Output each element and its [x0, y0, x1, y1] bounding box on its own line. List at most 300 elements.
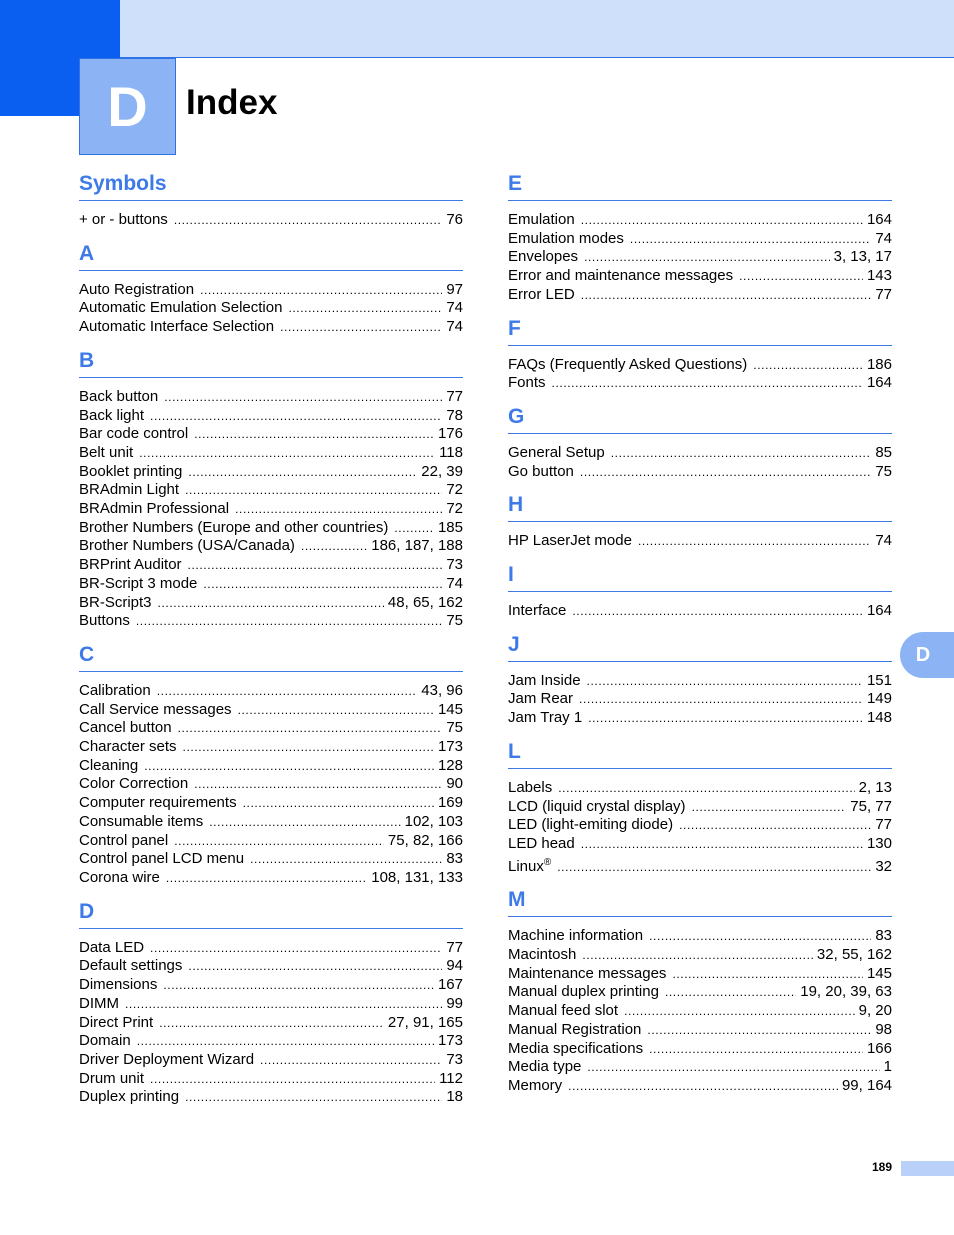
entry-pages[interactable]: 77	[875, 285, 892, 303]
dot-leader	[185, 1088, 442, 1107]
entry-term	[79, 463, 182, 482]
entry-pages[interactable]: 102, 103	[404, 812, 463, 830]
entry-pages[interactable]: 145	[866, 964, 892, 982]
entry-pages[interactable]: 75	[446, 719, 463, 737]
entry-term	[508, 267, 733, 286]
dot-leader	[178, 719, 443, 738]
index-entry[interactable]	[79, 1051, 463, 1070]
index-entry[interactable]	[508, 690, 892, 709]
entry-pages[interactable]: 167	[437, 976, 463, 994]
index-entry[interactable]	[79, 407, 463, 426]
index-entry[interactable]	[508, 779, 892, 798]
entry-term	[79, 211, 168, 230]
dot-leader	[672, 965, 863, 984]
index-entry[interactable]	[508, 983, 892, 1002]
entry-pages[interactable]: 77	[446, 938, 463, 956]
dot-leader	[630, 230, 871, 249]
dot-leader	[638, 532, 871, 551]
entry-term-text: BRAdmin Light	[79, 481, 180, 499]
dot-leader	[203, 575, 442, 594]
index-entry[interactable]	[79, 957, 463, 976]
entry-term	[79, 1051, 254, 1070]
index-entry[interactable]	[79, 556, 463, 575]
dot-leader	[649, 927, 871, 946]
entry-pages[interactable]: 85	[875, 443, 892, 461]
entry-term-text: Manual Registration	[508, 1020, 642, 1038]
index-entry[interactable]	[79, 318, 463, 337]
entry-list	[508, 779, 892, 877]
index-entry[interactable]	[79, 813, 463, 832]
entry-term	[508, 1058, 581, 1077]
entry-pages[interactable]: 74	[446, 318, 463, 336]
entry-pages[interactable]: 78	[446, 406, 463, 424]
entry-pages[interactable]: 2, 13	[858, 778, 892, 796]
entry-list	[508, 356, 892, 393]
entry-pages[interactable]: 149	[866, 690, 892, 708]
entry-term	[79, 701, 232, 720]
dot-leader	[194, 775, 442, 794]
dot-leader	[581, 286, 872, 305]
entry-list	[79, 388, 463, 631]
entry-pages[interactable]: 74	[875, 532, 892, 550]
index-entry[interactable]	[79, 757, 463, 776]
entry-term	[79, 318, 274, 337]
entry-pages[interactable]: 169	[437, 794, 463, 812]
index-entry[interactable]	[508, 1002, 892, 1021]
entry-list	[508, 672, 892, 728]
index-entry[interactable]	[508, 374, 892, 393]
dot-leader	[183, 738, 434, 757]
entry-term	[508, 983, 659, 1002]
entry-term	[508, 463, 574, 482]
entry-term	[508, 1077, 562, 1096]
entry-pages[interactable]: 32	[875, 857, 892, 875]
index-entry[interactable]	[79, 939, 463, 958]
dot-leader	[174, 211, 443, 230]
entry-pages[interactable]: 112	[439, 1069, 463, 1087]
entry-pages[interactable]: 99, 164	[841, 1076, 892, 1094]
index-entry[interactable]	[79, 299, 463, 318]
index-entry[interactable]	[79, 1032, 463, 1051]
entry-term	[79, 1070, 144, 1089]
entry-term-text: Calibration	[79, 681, 151, 699]
entry-pages[interactable]: 48, 65, 162	[387, 593, 463, 611]
index-entry[interactable]	[79, 976, 463, 995]
entry-term-text: Brother Numbers (USA/Canada)	[79, 537, 295, 555]
entry-pages[interactable]: 75, 82, 166	[387, 831, 463, 849]
entry-term-text: DIMM	[79, 994, 119, 1012]
entry-term-text: Manual feed slot	[508, 1002, 619, 1020]
entry-pages[interactable]: 98	[875, 1020, 892, 1038]
entry-term-text: Data LED	[79, 938, 145, 956]
index-entry[interactable]	[79, 1088, 463, 1107]
index-entry[interactable]	[508, 927, 892, 946]
entry-term-text: Consumable items	[79, 812, 204, 830]
entry-pages[interactable]: 22, 39	[421, 462, 463, 480]
entry-term	[508, 779, 552, 798]
dot-leader	[624, 1002, 855, 1021]
entry-list	[508, 927, 892, 1095]
index-entry[interactable]	[79, 1070, 463, 1089]
entry-list	[508, 532, 892, 551]
entry-term	[508, 816, 673, 835]
entry-pages[interactable]: 9, 20	[858, 1002, 892, 1020]
entry-pages[interactable]: 173	[437, 738, 463, 756]
entry-term	[79, 832, 168, 851]
entry-term	[79, 407, 144, 426]
entry-term-text: LED head	[508, 834, 575, 852]
entry-pages[interactable]: 77	[446, 387, 463, 405]
index-entry[interactable]	[79, 701, 463, 720]
entry-term	[79, 976, 157, 995]
entry-term	[508, 835, 575, 854]
section-heading: I	[508, 561, 892, 592]
entry-term	[79, 1032, 131, 1051]
dot-leader	[582, 946, 813, 965]
entry-pages[interactable]: 164	[866, 374, 892, 392]
entry-term-text: Brother Numbers (Europe and other countries)	[79, 518, 389, 536]
entry-term-text: Color Correction	[79, 775, 189, 793]
section-heading: F	[508, 315, 892, 346]
entry-pages[interactable]: 173	[437, 1032, 463, 1050]
entry-term	[79, 537, 295, 556]
dot-leader	[243, 794, 434, 813]
entry-list	[508, 602, 892, 621]
entry-term	[508, 709, 582, 728]
entry-pages[interactable]: 73	[446, 1050, 463, 1068]
dot-leader	[588, 709, 863, 728]
index-entry[interactable]	[508, 463, 892, 482]
dot-leader	[288, 299, 442, 318]
entry-term-text: Buttons	[79, 612, 130, 630]
dot-leader	[665, 983, 796, 1002]
entry-pages[interactable]: 164	[866, 602, 892, 620]
dot-leader	[568, 1077, 838, 1096]
entry-term-text: Domain	[79, 1032, 131, 1050]
dot-leader	[679, 816, 871, 835]
entry-term	[508, 230, 624, 249]
dot-leader	[158, 594, 384, 613]
index-entry[interactable]	[79, 775, 463, 794]
index-entry[interactable]	[508, 798, 892, 817]
entry-pages[interactable]: 83	[875, 927, 892, 945]
entry-term	[508, 532, 632, 551]
entry-term-text: Cancel button	[79, 719, 172, 737]
dot-leader	[188, 957, 442, 976]
entry-term-text: BRAdmin Professional	[79, 500, 230, 518]
dot-leader	[739, 267, 863, 286]
dot-leader	[166, 869, 367, 888]
dot-leader	[558, 779, 854, 798]
index-entry[interactable]	[79, 481, 463, 500]
entry-term-text: Media specifications	[508, 1039, 644, 1057]
index-entry[interactable]	[508, 1058, 892, 1077]
entry-term-text: Back light	[79, 406, 145, 424]
dot-leader	[125, 995, 442, 1014]
entry-pages[interactable]: 74	[446, 574, 463, 592]
entry-term	[79, 682, 151, 701]
entry-pages[interactable]: 1	[883, 1058, 892, 1076]
index-entry[interactable]	[79, 995, 463, 1014]
index-entry[interactable]	[79, 832, 463, 851]
entry-pages[interactable]: 43, 96	[421, 681, 463, 699]
index-entry[interactable]	[79, 850, 463, 869]
index-entry[interactable]	[508, 946, 892, 965]
entry-term	[79, 719, 172, 738]
index-entry[interactable]	[79, 1014, 463, 1033]
entry-term-text: Jam Inside	[508, 671, 581, 689]
entry-term	[508, 1002, 618, 1021]
entry-pages[interactable]: 83	[446, 850, 463, 868]
dot-leader	[587, 672, 863, 691]
entry-pages[interactable]: 3, 13, 17	[833, 248, 892, 266]
entry-term	[79, 850, 244, 869]
section-heading: D	[79, 898, 463, 929]
entry-term-text: Cleaning	[79, 756, 139, 774]
entry-pages[interactable]: 32, 55, 162	[816, 946, 892, 964]
entry-pages[interactable]: 99	[446, 994, 463, 1012]
index-entry[interactable]	[508, 267, 892, 286]
index-entry[interactable]	[79, 682, 463, 701]
page-number: 189	[871, 1160, 892, 1174]
index-entry[interactable]	[79, 463, 463, 482]
entry-pages[interactable]: 18	[446, 1088, 463, 1106]
entry-pages[interactable]: 94	[446, 957, 463, 975]
entry-list	[79, 939, 463, 1107]
entry-term-text: Emulation	[508, 211, 575, 228]
entry-term-text: Labels	[508, 778, 553, 796]
entry-pages[interactable]: 27, 91, 165	[387, 1013, 463, 1031]
dot-leader	[150, 1070, 435, 1089]
entry-pages[interactable]: 145	[437, 700, 463, 718]
index-entry[interactable]	[79, 869, 463, 888]
index-entry[interactable]	[79, 425, 463, 444]
entry-term-text: Bar code control	[79, 425, 189, 443]
entry-term-text: Maintenance messages	[508, 964, 667, 982]
index-entry[interactable]	[508, 1077, 892, 1096]
dot-leader	[163, 976, 434, 995]
index-entry[interactable]	[79, 444, 463, 463]
entry-term	[79, 388, 158, 407]
entry-pages[interactable]: 73	[446, 556, 463, 574]
dot-leader	[136, 612, 442, 631]
entry-term	[79, 1088, 179, 1107]
dot-leader	[581, 211, 863, 230]
index-entry[interactable]	[508, 211, 892, 230]
entry-term	[79, 612, 130, 631]
entry-pages[interactable]: 108, 131, 133	[371, 868, 463, 886]
entry-term-text: Driver Deployment Wizard	[79, 1050, 255, 1068]
entry-list	[508, 211, 892, 305]
index-section	[508, 886, 892, 1095]
entry-term-text: FAQs (Frequently Asked Questions)	[508, 355, 748, 373]
entry-pages[interactable]: 151	[866, 671, 892, 689]
entry-term-text: Fonts	[508, 374, 546, 392]
entry-pages[interactable]: 72	[446, 500, 463, 518]
dot-leader	[185, 481, 442, 500]
index-section	[508, 491, 892, 551]
entry-pages[interactable]: 76	[446, 211, 463, 228]
header-rule	[120, 57, 954, 58]
entry-term	[79, 444, 133, 463]
dot-leader	[584, 248, 830, 267]
entry-term-text: Manual duplex printing	[508, 983, 659, 1001]
entry-term	[79, 813, 203, 832]
dot-leader	[647, 1021, 871, 1040]
index-entry[interactable]	[79, 500, 463, 519]
entry-term	[508, 356, 747, 375]
index-entry[interactable]	[508, 532, 892, 551]
index-entry[interactable]	[508, 230, 892, 249]
entry-pages[interactable]: 118	[439, 443, 463, 461]
entry-term-text: Drum unit	[79, 1069, 145, 1087]
entry-term	[79, 794, 237, 813]
entry-term-text: Automatic Interface Selection	[79, 318, 275, 336]
dot-leader	[301, 537, 367, 556]
dot-leader	[139, 444, 435, 463]
entry-term-text: Macintosh	[508, 946, 577, 964]
entry-term-text: Automatic Emulation Selection	[79, 299, 283, 317]
entry-term	[79, 757, 138, 776]
entry-list	[79, 281, 463, 337]
entry-pages[interactable]: 148	[866, 709, 892, 727]
entry-pages[interactable]: 75	[875, 462, 892, 480]
entry-term	[79, 594, 152, 613]
entry-pages[interactable]: 19, 20, 39, 63	[800, 983, 892, 1001]
dot-leader	[188, 556, 443, 575]
entry-pages[interactable]: 75	[446, 612, 463, 630]
index-entry[interactable]	[79, 738, 463, 757]
index-entry[interactable]	[508, 965, 892, 984]
entry-pages[interactable]: 74	[446, 299, 463, 317]
index-entry[interactable]	[79, 719, 463, 738]
entry-pages[interactable]: 74	[875, 229, 892, 247]
entry-term	[79, 775, 188, 794]
entry-term-text: General Setup	[508, 443, 605, 461]
entry-term-text: Control panel	[79, 831, 169, 849]
dot-leader	[260, 1051, 442, 1070]
entry-term-text: Character sets	[79, 738, 177, 756]
entry-pages[interactable]: 130	[866, 834, 892, 852]
entry-pages[interactable]: 97	[446, 280, 463, 298]
entry-list	[79, 211, 463, 230]
entry-term-text: Error and maintenance messages	[508, 267, 734, 285]
entry-pages[interactable]: 186, 187, 188	[371, 537, 463, 555]
index-entry[interactable]	[508, 1021, 892, 1040]
entry-term-text: BRPrint Auditor	[79, 556, 182, 574]
entry-term-text: Jam Tray 1	[508, 709, 583, 727]
entry-term-text: Jam Rear	[508, 690, 574, 708]
index-entry[interactable]	[508, 835, 892, 854]
index-entry[interactable]	[508, 1040, 892, 1059]
index-entry[interactable]	[79, 537, 463, 556]
dot-leader	[209, 813, 400, 832]
side-tab-d[interactable]: D	[900, 632, 954, 678]
entry-pages[interactable]: 176	[437, 425, 463, 443]
index-entry[interactable]	[79, 519, 463, 538]
entry-term	[79, 1014, 153, 1033]
dot-leader	[157, 682, 418, 701]
entry-term	[79, 425, 188, 444]
index-entry[interactable]	[508, 672, 892, 691]
entry-term-text: BR-Script 3 mode	[79, 574, 198, 592]
section-heading: C	[79, 641, 463, 672]
entry-pages[interactable]: 72	[446, 481, 463, 499]
entry-term-text: Control panel LCD menu	[79, 850, 245, 868]
index-entry[interactable]	[508, 709, 892, 728]
entry-pages[interactable]: 90	[446, 775, 463, 793]
entry-term-text: Media type	[508, 1058, 582, 1076]
index-section	[508, 738, 892, 877]
index-entry[interactable]	[79, 594, 463, 613]
index-section	[508, 403, 892, 481]
index-entry[interactable]	[508, 854, 892, 877]
entry-term	[508, 248, 578, 267]
entry-term	[79, 738, 177, 757]
dot-leader	[753, 356, 863, 375]
entry-pages[interactable]: 75, 77	[850, 797, 892, 815]
entry-term	[79, 519, 388, 538]
index-entry[interactable]	[79, 794, 463, 813]
entry-pages[interactable]: 164	[866, 211, 892, 228]
section-heading: M	[508, 886, 892, 917]
entry-term-text: Back button	[79, 387, 159, 405]
entry-pages[interactable]: 166	[866, 1039, 892, 1057]
section-heading: H	[508, 491, 892, 522]
index-entry[interactable]	[79, 388, 463, 407]
entry-term	[508, 1040, 643, 1059]
index-column-right	[508, 170, 892, 1106]
entry-pages[interactable]: 77	[875, 816, 892, 834]
index-section	[79, 347, 463, 631]
entry-pages[interactable]: 185	[437, 518, 463, 536]
dot-leader	[649, 1040, 863, 1059]
entry-term	[79, 500, 229, 519]
index-entry[interactable]	[79, 575, 463, 594]
index-entry[interactable]	[508, 602, 892, 621]
page-number-bar	[901, 1161, 954, 1176]
entry-term-text: Emulation modes	[508, 229, 624, 247]
entry-term-text: LCD (liquid crystal display)	[508, 797, 686, 815]
index-section	[79, 898, 463, 1107]
entry-term-text: Interface	[508, 602, 567, 620]
entry-term-text: Envelopes	[508, 248, 579, 266]
entry-term	[508, 690, 573, 709]
index-entry[interactable]	[508, 248, 892, 267]
dot-leader	[188, 463, 417, 482]
entry-pages[interactable]: 143	[866, 267, 892, 285]
index-entry[interactable]	[508, 444, 892, 463]
dot-leader	[580, 463, 871, 482]
dot-leader	[174, 832, 384, 851]
index-entry[interactable]	[79, 281, 463, 300]
index-entry[interactable]	[79, 612, 463, 631]
entry-pages[interactable]: 128	[437, 756, 463, 774]
entry-term	[79, 957, 182, 976]
index-entry[interactable]	[508, 356, 892, 375]
index-entry[interactable]	[508, 816, 892, 835]
index-section	[79, 240, 463, 337]
entry-term-text: Dimensions	[79, 976, 158, 994]
entry-term-text: Direct Print	[79, 1013, 154, 1031]
dot-leader	[235, 500, 442, 519]
index-entry[interactable]	[508, 286, 892, 305]
dot-leader	[159, 1014, 384, 1033]
header-band	[0, 0, 954, 58]
dot-leader	[552, 374, 863, 393]
index-entry[interactable]	[79, 211, 463, 230]
entry-pages[interactable]: 186	[866, 355, 892, 373]
